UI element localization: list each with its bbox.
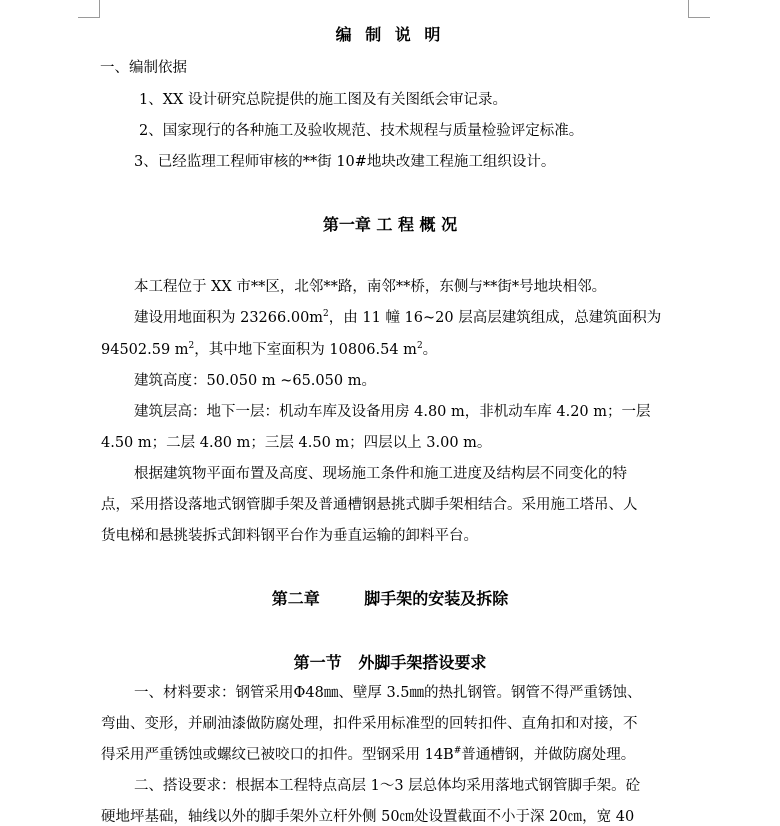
ch1-paragraph-location: 本工程位于 XX 市**区，北邻**路，南邻**桥，东侧与**街*号地块相邻。 xyxy=(134,279,607,295)
basis-heading: 一、编制依据 xyxy=(100,60,187,76)
ch1-paragraph-scheme-line2: 点，采用搭设落地式钢管脚手架及普通槽钢悬挑式脚手架相结合。采用施工塔吊、人 xyxy=(101,497,638,513)
basis-item-2: 2、国家现行的各种施工及验收规范、技术规程与质量检验评定标准。 xyxy=(139,123,584,139)
chapter-1-title: 第一章 工 程 概 况 xyxy=(322,215,458,234)
ch1-paragraph-area-line2: 94502.59 $m^2$，其中地下室面积为 10806.54 $m^2$。 xyxy=(101,341,438,358)
ch2-material-line3: 得采用严重锈蚀或螺纹已被咬口的扣件。型钢采用 14B#普通槽钢，并做防腐处理。 xyxy=(101,746,636,763)
ch1-paragraph-scheme-line1: 根据建筑物平面布置及高度、现场施工条件和施工进度及结构层不同变化的特 xyxy=(134,466,627,482)
crop-mark-left-h xyxy=(78,17,100,18)
crop-mark-right-h xyxy=(688,17,710,18)
ch1-paragraph-area-line1: 建设用地面积为 $23266.00m^2$，由 11 幢 16~20 层高层建筑组成，总建筑面积为 xyxy=(134,309,662,326)
ch2-erection-line1: 二、搭设要求：根据本工程特点高层 1～3 层总体均采用落地式钢管脚手架。砼 xyxy=(134,778,641,794)
ch2-material-line2: 弯曲、变形，并刷油漆做防腐处理，扣件采用标准型的回转扣件、直角扣和对接，不 xyxy=(101,716,638,732)
crop-mark-right-v xyxy=(688,0,689,17)
document-title: 编 制 说 明 xyxy=(335,25,445,44)
chapter-2-title: 第二章 脚手架的安装及拆除 xyxy=(271,589,509,608)
basis-item-1: 1、XX 设计研究总院提供的施工图及有关图纸会审记录。 xyxy=(139,92,507,108)
ch1-paragraph-floors-line1: 建筑层高：地下一层：机动车库及设备用房 4.80 m，非机动车库 4.20 m；一层 xyxy=(134,404,651,420)
basis-item-3: 3、已经监理工程师审核的**街 10#地块改建工程施工组织设计。 xyxy=(134,154,556,170)
ch2-erection-line2: 硬地坪基础，轴线以外的脚手架外立杆外侧 50㎝处设置截面不小于深 20㎝，宽 40 xyxy=(101,809,635,825)
ch2-material-line1: 一、材料要求：钢管采用Φ48㎜、壁厚 3.5㎜的热扎钢管。钢管不得严重锈蚀、 xyxy=(134,685,642,701)
ch1-paragraph-scheme-line3: 货电梯和悬挑装拆式卸料钢平台作为垂直运输的卸料平台。 xyxy=(101,528,478,544)
ch1-paragraph-floors-line2: 4.50 m；二层 4.80 m；三层 4.50 m；四层以上 3.00 m。 xyxy=(101,435,492,451)
ch1-paragraph-height: 建筑高度：50.050 m ~65.050 m。 xyxy=(134,373,376,389)
chapter-2-section-1-title: 第一节 外脚手架搭设要求 xyxy=(293,653,487,672)
crop-mark-left-v xyxy=(99,0,100,17)
